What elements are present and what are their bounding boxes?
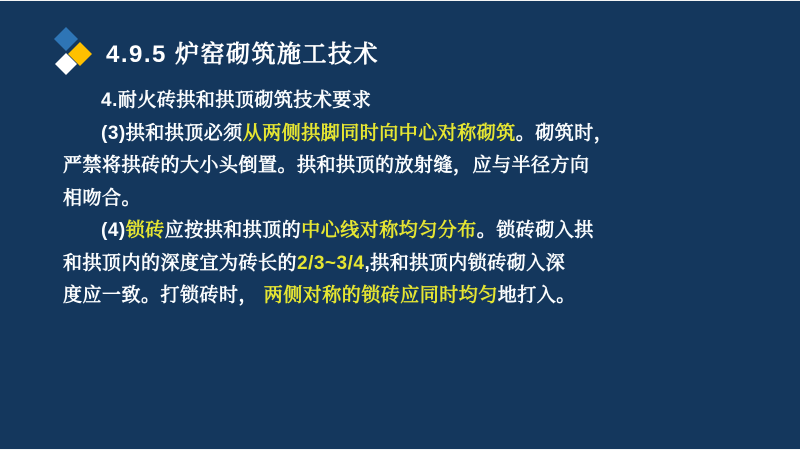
body-line xyxy=(63,215,594,248)
text-segment: (4) xyxy=(101,220,126,241)
text-segment: 度应一致。打锁砖时， xyxy=(63,285,264,306)
text-segment: 相吻合。 xyxy=(63,187,142,209)
text-segment: 应按拱和拱顶的 xyxy=(164,220,302,241)
blue-diamond xyxy=(54,27,78,51)
body-line xyxy=(63,183,583,216)
text-segment: 和拱顶内的深度宜为砖长的 xyxy=(63,252,298,274)
text-segment: 地打入。 xyxy=(497,285,576,306)
slide-body xyxy=(63,85,614,313)
text-segment: 严禁将拱砖的大小头倒置。拱和拱顶的放射缝，应与半径方向 xyxy=(63,155,590,176)
highlighted-text-segment: 从两侧拱脚同时向中心对称砌筑 xyxy=(242,122,516,144)
text-segment: 4.耐火砖拱和拱顶砌筑技术要求 xyxy=(101,90,372,111)
text-segment: (3)拱和拱顶必须 xyxy=(101,122,243,144)
slide-header xyxy=(46,25,379,77)
body-line xyxy=(63,118,614,151)
body-line xyxy=(63,150,590,183)
highlighted-text-segment: 两侧对称的锁砖应同时均匀 xyxy=(263,285,498,306)
text-segment: 。锁砖砌入拱 xyxy=(476,220,594,241)
body-line xyxy=(63,85,583,118)
highlighted-text-segment: 中心线对称均匀分布 xyxy=(301,220,477,241)
body-line xyxy=(63,248,583,281)
slide-title: 4.9.5 炉窑砌筑施工技术 xyxy=(106,40,380,68)
text-segment: 。砌筑时， xyxy=(515,122,614,144)
diamond-cluster-icon xyxy=(46,25,94,77)
highlighted-text-segment: 锁砖 xyxy=(125,220,165,241)
body-line xyxy=(63,280,583,313)
text-segment: ,拱和拱顶内锁砖砌入深 xyxy=(364,252,566,274)
highlighted-text-segment: 2/3~3/4 xyxy=(297,252,365,274)
